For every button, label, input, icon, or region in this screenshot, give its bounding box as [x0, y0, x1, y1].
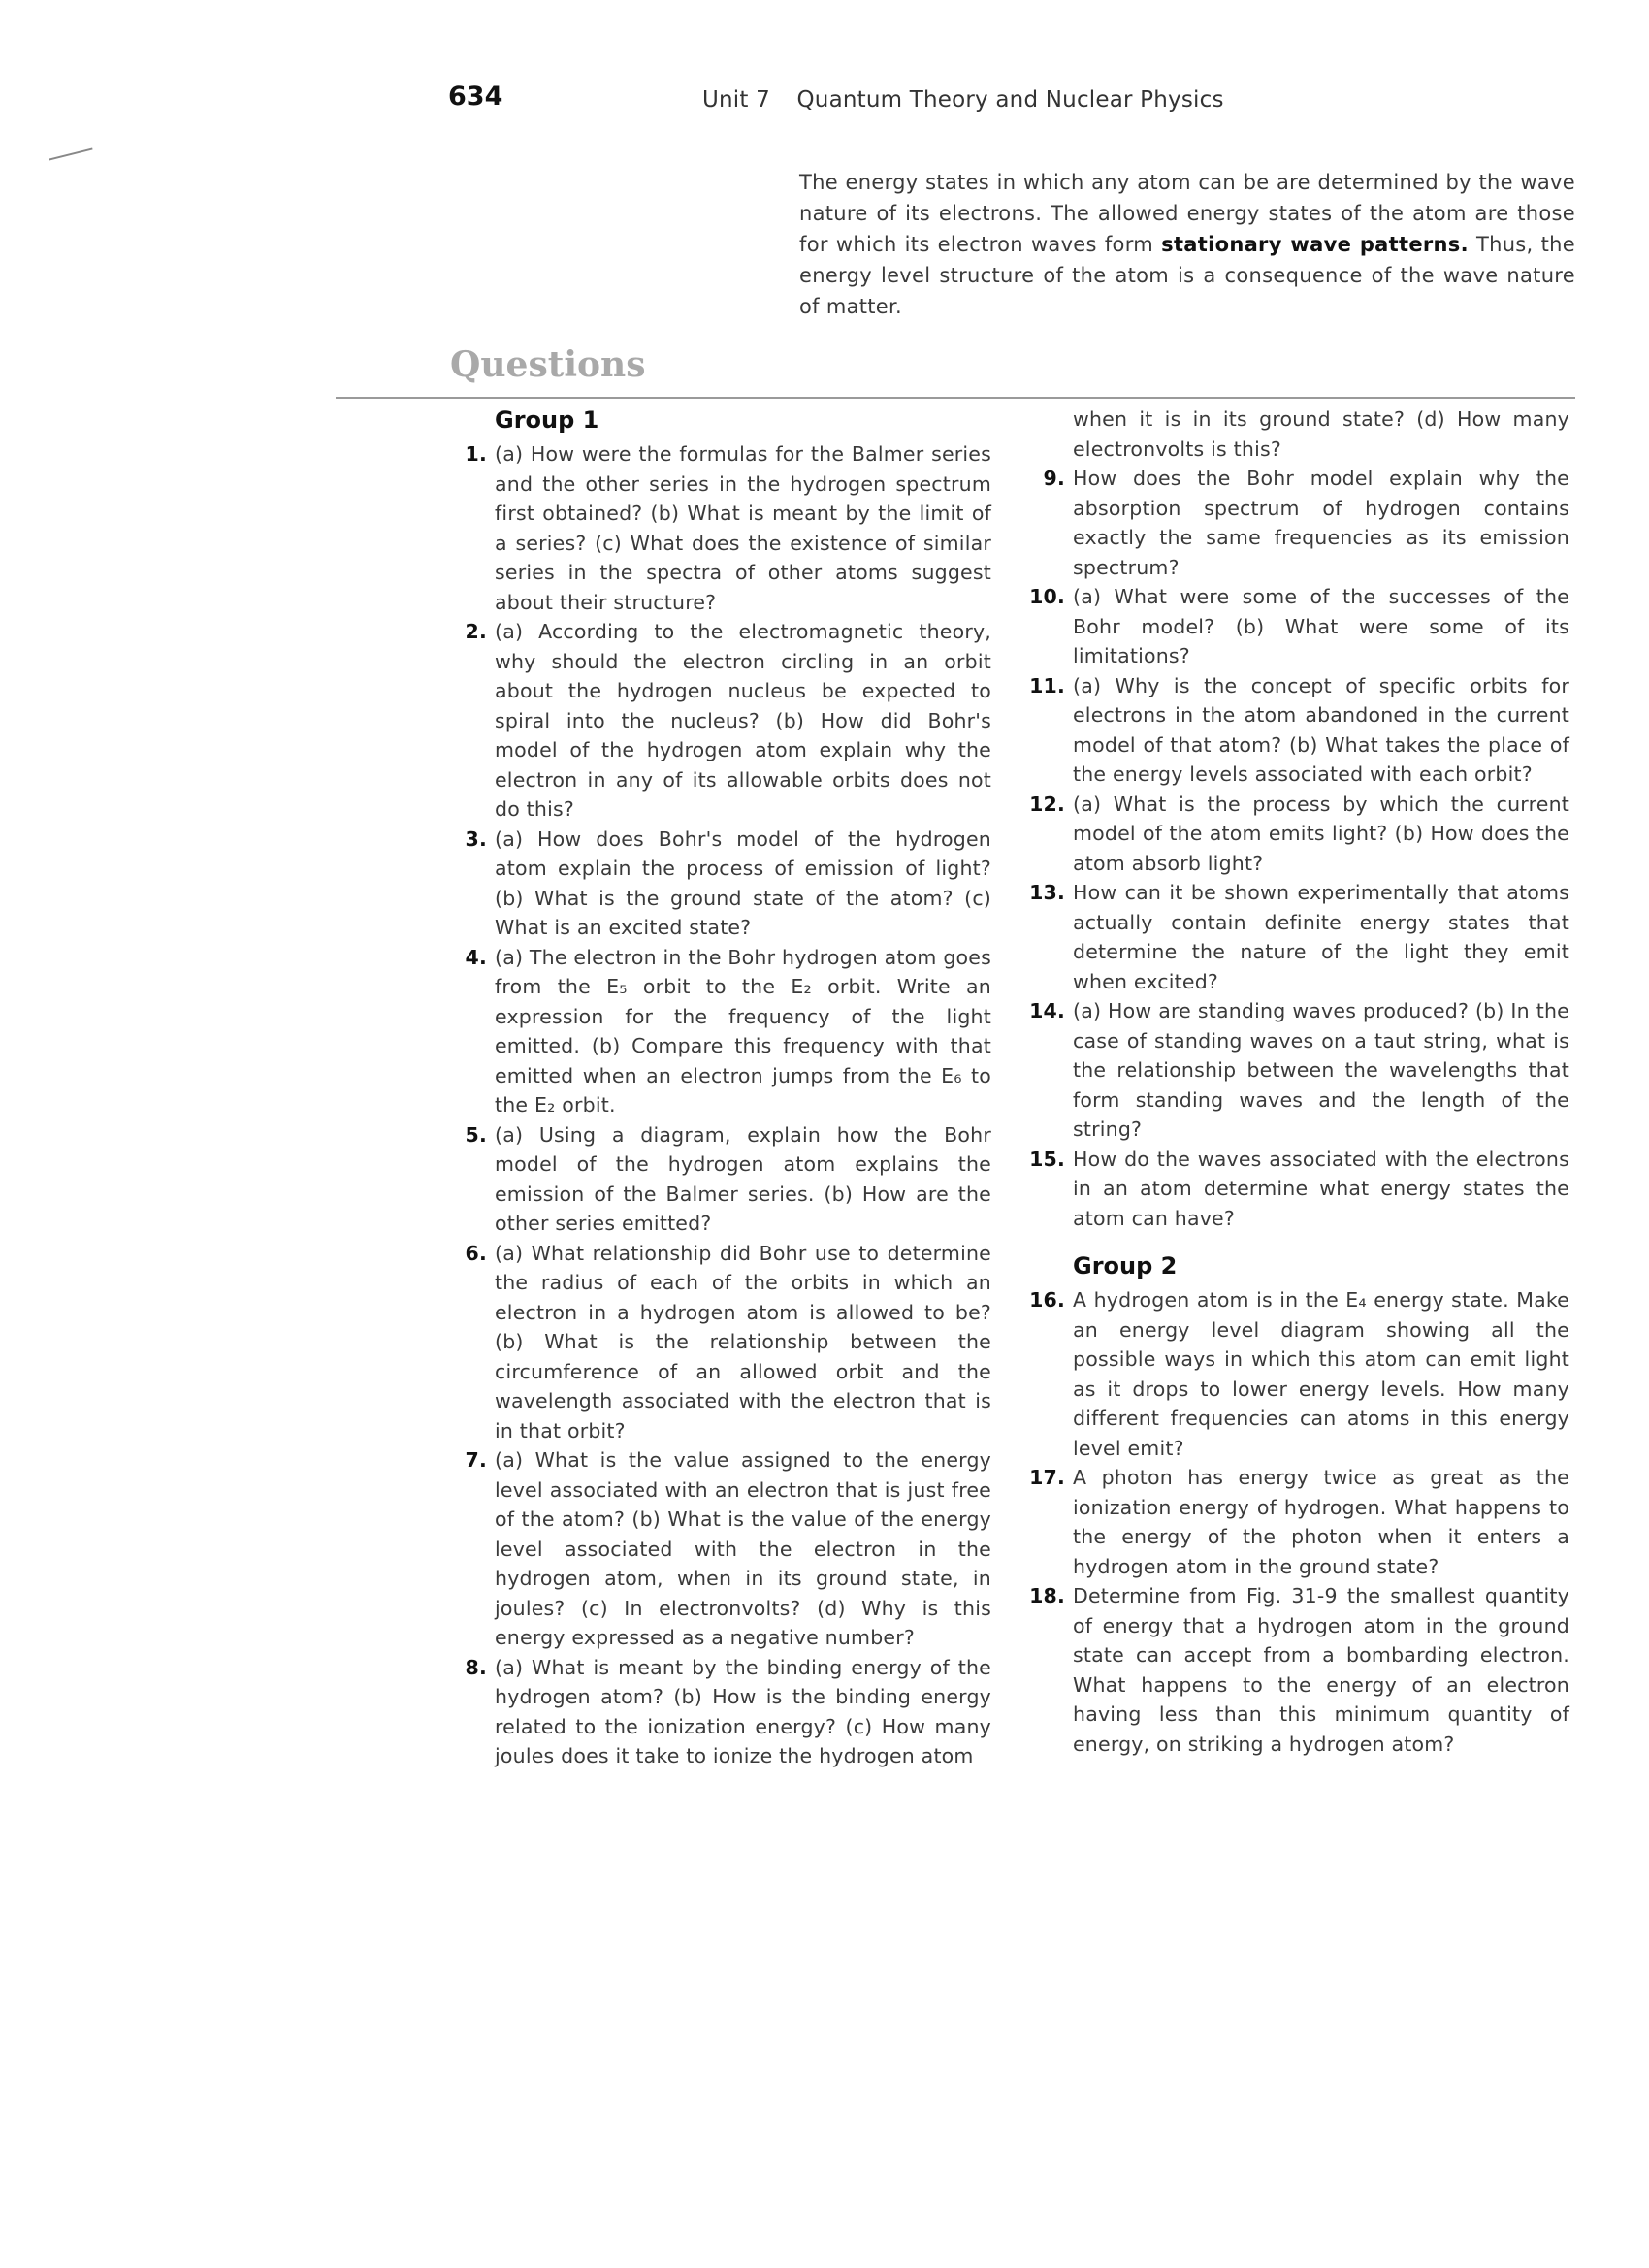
- page-number: 634: [448, 81, 503, 112]
- question-17: [1026, 1463, 1569, 1581]
- question-1: [448, 439, 991, 617]
- intro-paragraph: [799, 167, 1575, 322]
- question-number: 13.: [1029, 881, 1065, 904]
- question-text: (a) How does Bohr's model of the hydrogen atom explain the process of emission of light? (b) What is the ground state of the atom? (c) What is an excited state?: [495, 826, 991, 939]
- question-6: [448, 1239, 991, 1446]
- running-head: [702, 87, 1224, 113]
- left-column: [448, 405, 991, 1771]
- question-18: [1026, 1581, 1569, 1759]
- question-number: 14.: [1029, 999, 1065, 1022]
- question-number: 11.: [1029, 673, 1065, 697]
- question-7: [448, 1445, 991, 1653]
- question-text: A hydrogen atom is in the E₄ energy state. Make an energy level diagram showing all the possible ways in which this atom can emit light as it drops to lower energy levels. How many different frequencies can atoms in this energy level emit?: [1073, 1288, 1569, 1460]
- question-10: [1026, 582, 1569, 671]
- question-8: [448, 1653, 991, 1771]
- question-list-right: [1026, 464, 1569, 1233]
- question-11: [1026, 671, 1569, 790]
- question-text: How do the waves associated with the electrons in an atom determine what energy states the atom can have?: [1073, 1147, 1569, 1230]
- question-8-continuation: when it is in its ground state? (d) How many electronvolts is this?: [1073, 407, 1569, 461]
- section-title: Questions: [450, 344, 646, 385]
- question-5: [448, 1120, 991, 1239]
- question-number: 2.: [465, 620, 487, 643]
- question-text: How can it be shown experimentally that atoms actually contain definite energy states that determine the nature of the light they emit when excited?: [1073, 881, 1569, 993]
- question-number: 7.: [465, 1448, 487, 1472]
- question-text: (a) What is meant by the binding energy of the hydrogen atom? (b) How is the binding energy related to the ionization energy? (c) How many joules does it take to ionize the hydrogen atom: [495, 1655, 991, 1767]
- intro-text-before: The energy states in which any atom can be are determined by the wave nature of its electrons. The allowed energy states of the atom are those for which its electron waves form: [799, 171, 1575, 256]
- chapter-title: Quantum Theory and Nuclear Physics: [796, 87, 1224, 113]
- question-text: (a) How were the formulas for the Balmer series and the other series in the hydrogen spectrum first obtained? (b) What is meant by the limit of a series? (c) What does the existence of similar series in the spectra of other atoms suggest about their structure?: [495, 442, 991, 614]
- question-12: [1026, 790, 1569, 879]
- question-text: (a) What were some of the successes of the Bohr model? (b) What were some of its limitations?: [1073, 585, 1569, 667]
- question-9: [1026, 464, 1569, 582]
- question-list-group-2: [1026, 1285, 1569, 1759]
- section-rule: [336, 397, 1575, 399]
- question-15: [1026, 1145, 1569, 1234]
- question-number: 10.: [1029, 585, 1065, 608]
- right-column: [1026, 405, 1569, 1759]
- question-14: [1026, 996, 1569, 1145]
- question-4: [448, 943, 991, 1120]
- question-number: 3.: [465, 826, 487, 851]
- question-number: 16.: [1029, 1288, 1065, 1312]
- question-number: 6.: [465, 1241, 487, 1265]
- question-number: 1.: [465, 442, 487, 466]
- question-text: (a) What is the value assigned to the energy level associated with an electron that is just free of the atom? (b) What is the value of the energy level associated with the electron in the hydrogen atom, when in its ground state, in joules? (c) In electronvolts? (d) Why is this energy expressed as a negative number?: [495, 1448, 991, 1649]
- question-number: 17.: [1029, 1466, 1065, 1489]
- question-text: (a) What is the process by which the current model of the atom emits light? (b) How does the atom absorb light?: [1073, 792, 1569, 875]
- unit-label: Unit 7: [702, 87, 770, 113]
- question-number: 9.: [1043, 467, 1065, 490]
- question-number: 12.: [1029, 792, 1065, 816]
- question-text: Determine from Fig. 31-9 the smallest quantity of energy that a hydrogen atom in the ground state can accept from a bombarding electron. What happens to the energy of an electron having less than this minimum quantity of energy, on striking a hydrogen atom?: [1073, 1584, 1569, 1756]
- group-1-heading: Group 1: [495, 406, 599, 434]
- question-text: How does the Bohr model explain why the absorption spectrum of hydrogen contains exactly the same frequencies as its emission spectrum?: [1073, 467, 1569, 579]
- intro-text-after: Thus, the energy level structure of the atom is a consequence of the wave nature of matter.: [799, 233, 1575, 318]
- question-number: 18.: [1029, 1584, 1065, 1607]
- question-3: [448, 825, 991, 943]
- question-number: 8.: [465, 1655, 487, 1679]
- question-number: 5.: [465, 1122, 487, 1147]
- question-text: (a) How are standing waves produced? (b) In the case of standing waves on a taut string, what is the relationship between the wavelengths that form standing waves and the length of the string?: [1073, 999, 1569, 1141]
- question-2: [448, 617, 991, 825]
- question-text: (a) According to the electromagnetic theory, why should the electron circling in an orbit about the hydrogen nucleus be expected to spiral into the nucleus? (b) How did Bohr's model of the hydrogen atom explain why the electron in any of its allowable orbits does not do this?: [495, 620, 991, 821]
- question-13: [1026, 878, 1569, 996]
- question-text: (a) The electron in the Bohr hydrogen atom goes from the E₅ orbit to the E₂ orbit. Write an expression for the frequency of the light emitted. (b) Compare this frequency with that emitted when an electron jumps from the E₆ to the E₂ orbit.: [495, 945, 991, 1117]
- question-text: (a) What relationship did Bohr use to determine the radius of each of the orbits in which an electron in a hydrogen atom is allowed to be? (b) What is the relationship between the circumference of an allowed orbit and the wavelength associated with the electron that is in that orbit?: [495, 1241, 991, 1442]
- question-text: (a) Why is the concept of specific orbits for electrons in the atom abandoned in the current model of that atom? (b) What takes the place of the energy levels associated with each orbit?: [1073, 673, 1569, 786]
- question-number: 15.: [1029, 1147, 1065, 1171]
- question-16: [1026, 1285, 1569, 1463]
- group-2-heading: Group 2: [1073, 1252, 1178, 1280]
- question-list-left: [448, 439, 991, 1771]
- intro-bold-term: stationary wave patterns.: [1161, 233, 1469, 256]
- question-number: 4.: [465, 945, 487, 969]
- question-text: (a) Using a diagram, explain how the Bohr model of the hydrogen atom explains the emission of the Balmer series. (b) How are the other series emitted?: [495, 1122, 991, 1235]
- margin-mark: [48, 147, 92, 160]
- question-text: A photon has energy twice as great as the ionization energy of hydrogen. What happens to the energy of the photon when it enters a hydrogen atom in the ground state?: [1073, 1466, 1569, 1578]
